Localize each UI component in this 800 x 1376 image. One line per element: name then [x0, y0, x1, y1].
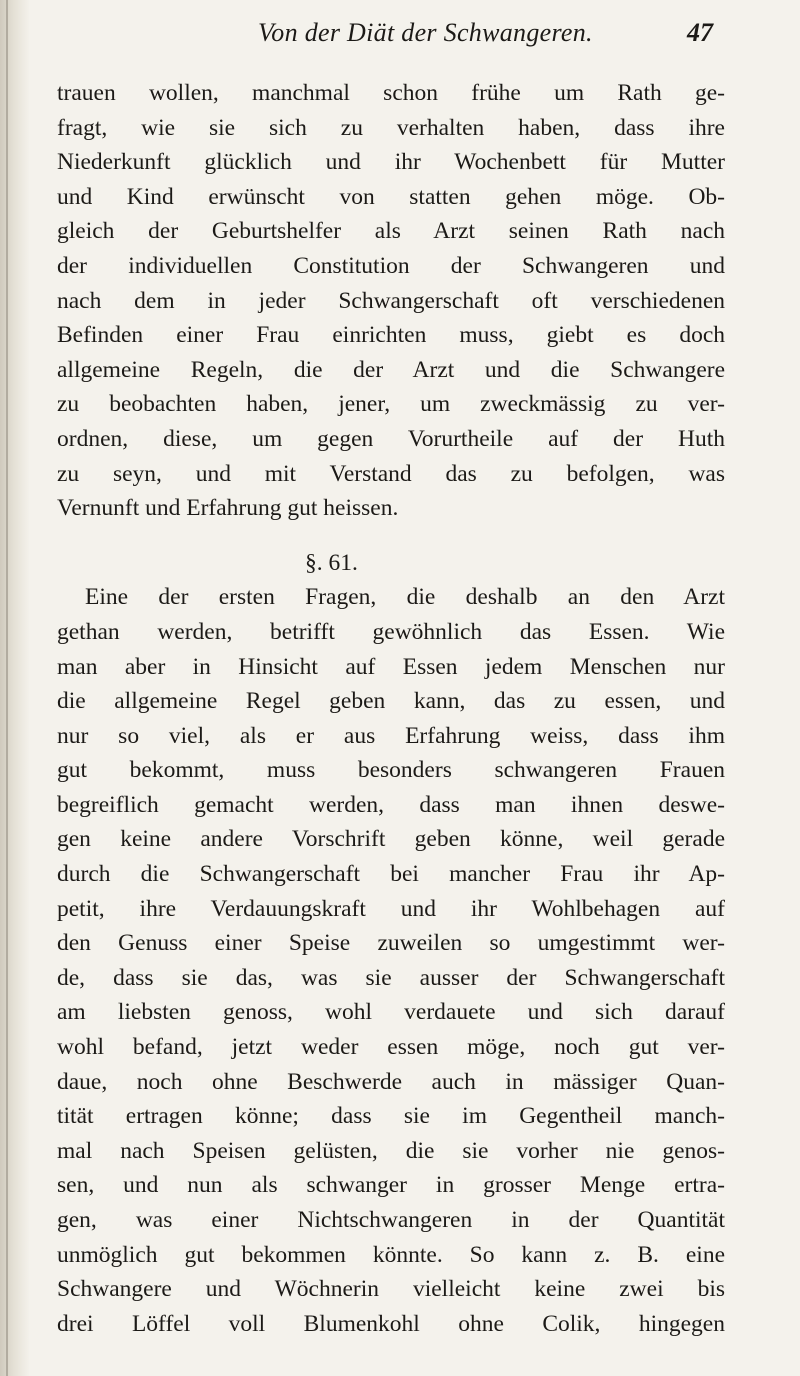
text-line: sen, und nun als schwanger in grosser Menge ertra-: [57, 1172, 725, 1199]
paragraph-gap: [57, 526, 725, 540]
text-line: man aber in Hinsicht auf Essen jedem Menschen nur: [57, 653, 725, 680]
text-line: gen keine andere Vorschrift geben könne, weil gerade: [57, 826, 725, 853]
text-line: wohl befand, jetzt weder essen möge, noch gut ver-: [57, 1034, 725, 1061]
paragraph-1: [57, 76, 725, 526]
text-line: de, dass sie das, was sie ausser der Schwangerschaft: [57, 964, 725, 991]
text-line: unmöglich gut bekommen könnte. So kann z. B. eine: [57, 1241, 725, 1268]
text-line: und Kind erwünscht von statten gehen möge. Ob-: [57, 183, 725, 210]
text-line: Niederkunft glücklich und ihr Wochenbett für Mutter: [57, 149, 725, 176]
text-line: Vernunft und Erfahrung gut heissen.: [57, 495, 399, 522]
binding-edge: [6, 0, 8, 1376]
body-text: [57, 76, 725, 1341]
text-line: trauen wollen, manchmal schon frühe um Rath ge-: [57, 80, 725, 106]
text-line: daue, noch ohne Beschwerde auch in mässiger Quan-: [57, 1068, 725, 1095]
text-line: gethan werden, betrifft gewöhnlich das Essen. Wie: [57, 618, 725, 645]
text-line: begreiflich gemacht werden, dass man ihnen deswe-: [57, 791, 725, 818]
text-line: ordnen, diese, um gegen Vorurtheile auf der Huth: [57, 425, 725, 452]
text-line: drei Löffel voll Blumenkohl ohne Colik, hingegen: [57, 1310, 725, 1337]
running-head: [0, 14, 800, 50]
text-line: gen, was einer Nichtschwangeren in der Quantität: [57, 1207, 725, 1233]
text-line: zu seyn, und mit Verstand das zu befolgen, was: [57, 460, 725, 487]
text-line: die allgemeine Regel geben kann, das zu essen, und: [57, 688, 725, 715]
text-line: gleich der Geburtshelfer als Arzt seinen Rath nach: [57, 218, 725, 245]
text-line: allgemeine Regeln, die der Arzt und die Schwangere: [57, 356, 725, 383]
text-line: mal nach Speisen gelüsten, die sie vorher nie genos-: [57, 1137, 725, 1164]
text-line: der individuellen Constitution der Schwangeren und: [57, 252, 725, 279]
book-gutter-shadow: [0, 0, 30, 1376]
text-line: Schwangere und Wöchnerin vielleicht keine zwei bis: [57, 1276, 725, 1303]
text-line: Eine der ersten Fragen, die deshalb an den Arzt: [85, 584, 725, 611]
text-line: tität ertragen könne; dass sie im Gegentheil manch-: [57, 1103, 725, 1130]
text-line: gut bekommt, muss besonders schwangeren Frauen: [57, 757, 725, 784]
text-line: am liebsten genoss, wohl verdauete und sich darauf: [57, 999, 725, 1026]
text-line: nach dem in jeder Schwangerschaft oft verschiedenen: [57, 287, 725, 314]
text-line: den Genuss einer Speise zuweilen so umgestimmt wer-: [57, 930, 725, 957]
text-line: nur so viel, als er aus Erfahrung weiss, dass ihm: [57, 722, 725, 749]
paragraph-2: [57, 580, 725, 1341]
section-heading: §. 61.: [305, 549, 358, 576]
text-line: zu beobachten haben, jener, um zweckmässig zu ver-: [57, 391, 725, 418]
page-number: 47: [687, 18, 713, 47]
text-line: Befinden einer Frau einrichten muss, giebt es doch: [57, 322, 725, 349]
text-line: fragt, wie sie sich zu verhalten haben, dass ihre: [57, 114, 725, 141]
text-line: petit, ihre Verdauungskraft und ihr Wohlbehagen auf: [57, 895, 725, 922]
text-line: durch die Schwangerschaft bei mancher Frau ihr Ap-: [57, 861, 725, 888]
running-head-title: Von der Diät der Schwangeren.: [258, 18, 593, 47]
